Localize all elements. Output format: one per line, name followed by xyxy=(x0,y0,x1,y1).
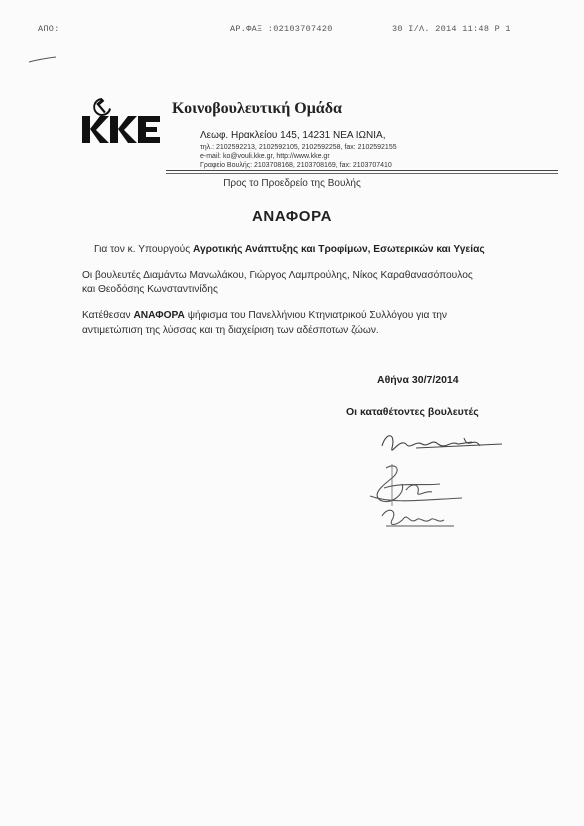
signature-1 xyxy=(376,426,506,460)
recipient-line: Προς το Προεδρείο της Βουλής xyxy=(223,178,361,189)
pen-mark xyxy=(28,56,58,64)
paragraph-bold: ΑΝΑΦΟΡΑ xyxy=(133,310,185,321)
ministry-prefix: Για τον κ. Υπουργούς xyxy=(94,244,193,255)
letterhead-email-web: e-mail: ko@vouli.kke.gr, http://www.kke.gr xyxy=(200,153,330,160)
party-name: Κοινοβουλευτική Ομάδα xyxy=(172,100,342,117)
letterhead-address: Λεωφ. Ηρακλείου 145, 14231 ΝΕΑ ΙΩΝΙΑ, xyxy=(200,130,386,141)
fax-from-label: ΑΠΟ: xyxy=(38,24,60,34)
ministry-names: Αγροτικής Ανάπτυξης και Τροφίμων, Εσωτερικών και Υγείας xyxy=(192,244,485,255)
mps-line-1: Οι βουλευτές Διαμάντω Μανωλάκου, Γιώργος Λαμπρούλης, Νίκος Καραθανασόπουλος xyxy=(82,270,473,281)
paragraph-rest: ψήφισμα του Πανελλήνιου Κτηνιατρικού Συλλόγου για την xyxy=(184,310,447,321)
kke-logo xyxy=(82,96,160,144)
document-date: Αθήνα 30/7/2014 xyxy=(377,374,459,386)
document-title: ΑΝΑΦΟΡΑ xyxy=(252,208,332,225)
letterhead-phones: τηλ.: 2102592213, 2102592105, 2102592258, fax: 2102592155 xyxy=(200,144,397,151)
fax-timestamp: 30 Ι/Λ. 2014 11:48 Ρ 1 xyxy=(392,24,511,34)
fax-number: ΑΡ.ΦΑΞ :02103707420 xyxy=(230,24,333,34)
signers-label: Οι καταθέτοντες βουλευτές xyxy=(346,406,479,418)
paragraph-line-2: αντιμετώπιση της λύσσας και τη διαχείριση των αδέσποτων ζώων. xyxy=(82,325,379,336)
paragraph-line-1 xyxy=(82,310,447,321)
letterhead-rule xyxy=(166,170,558,171)
letterhead-rule-secondary xyxy=(166,173,558,174)
ministry-line xyxy=(94,244,485,255)
signature-3 xyxy=(376,502,460,532)
paragraph-prefix: Κατέθεσαν xyxy=(82,310,134,321)
mps-line-2: και Θεοδόσης Κωνσταντινίδης xyxy=(82,284,218,295)
letterhead-parliament-office: Γραφείο Βουλής: 2103708168, 2103708169, fax: 2103707410 xyxy=(200,162,392,169)
